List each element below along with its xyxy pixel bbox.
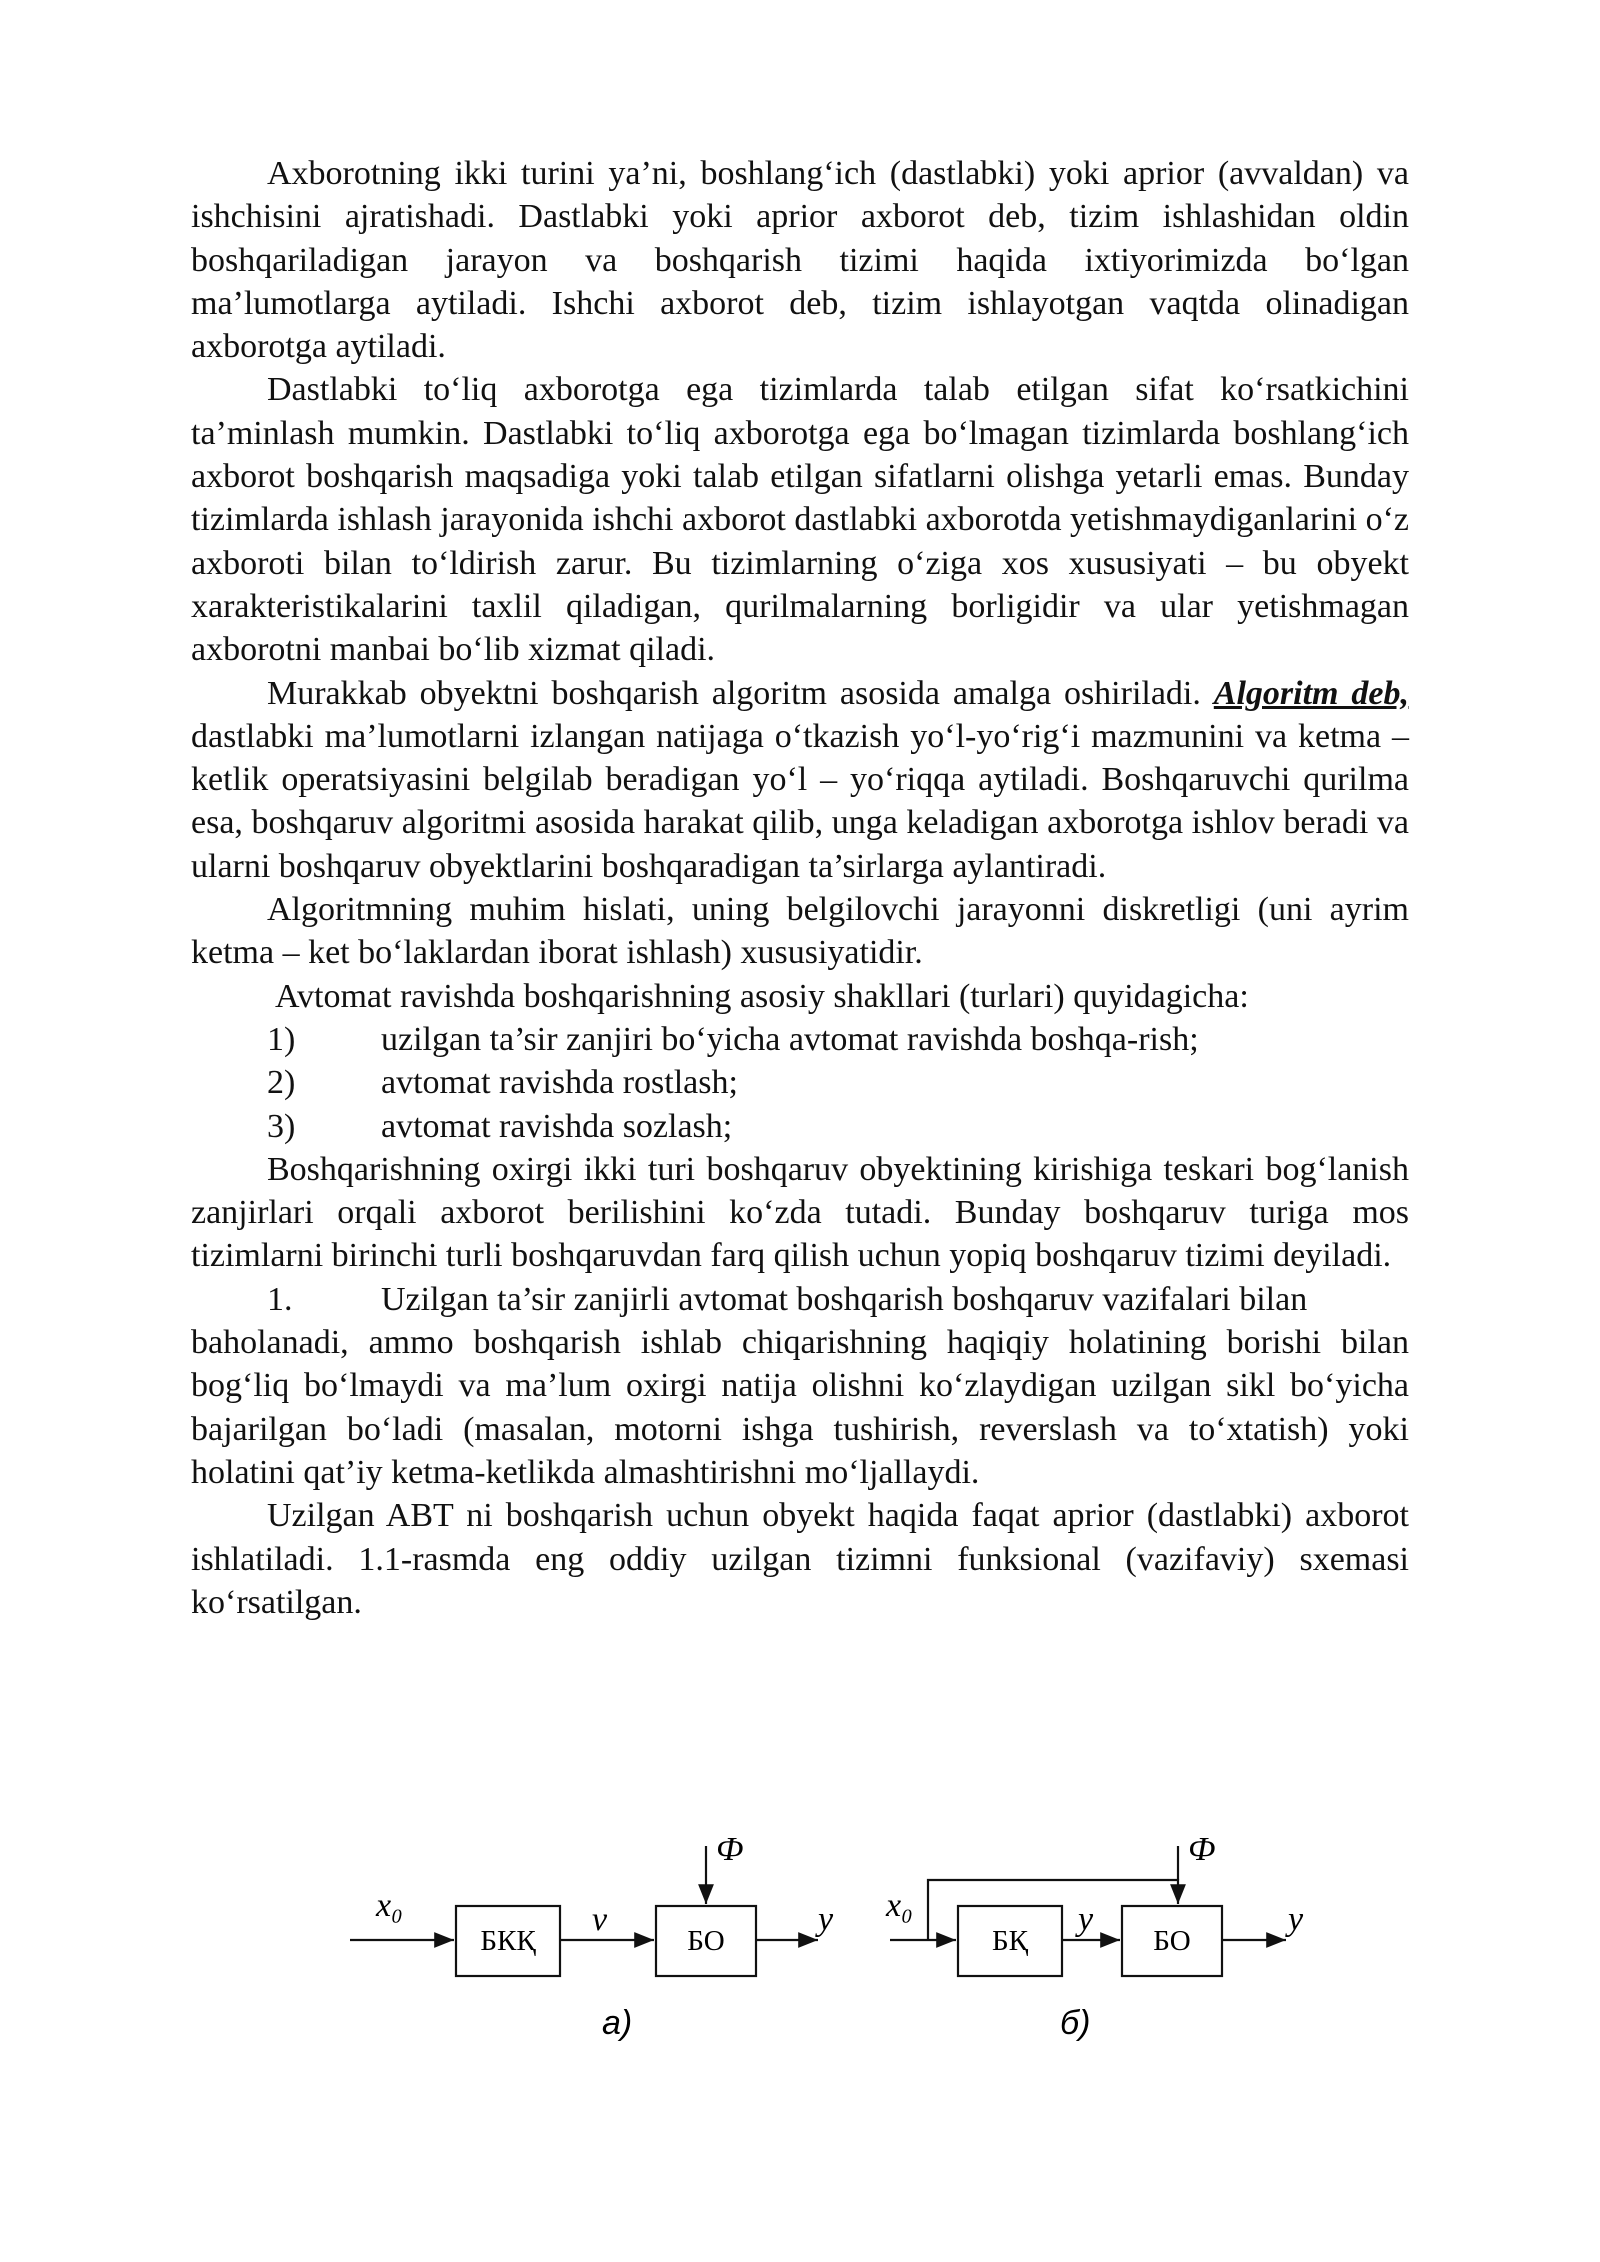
- paragraph-8: Uzilgan ABT ni boshqarish uchun obyekt haqida faqat aprior (dastlabki) axborot ishlatiladi. 1.1-rasmda eng oddiy uzilgan tizimni funksional (vazifaviy) sxemasi ko‘rsatilgan.: [191, 1497, 1409, 1621]
- list-number: 1): [267, 1020, 296, 1058]
- scheme-diagram: [340, 1832, 1340, 2052]
- mid-label-a: v: [592, 1901, 608, 1938]
- paragraph-4: Algoritmning muhim hislati, uning belgilovchi jarayonni diskretligi (uni ayrim ketma – ket bo‘laklardan iborat ishlash) xususiyatidir.: [191, 891, 1409, 972]
- feedforward-line-b: [928, 1880, 1178, 1940]
- paragraph-1: Axborotning ikki turini ya’ni, boshlang‘ich (dastlabki) yoki aprior (avvaldan) va ishchisini ajratishadi. Dastlabki yoki aprior axborot deb, tizim ishlashidan oldin boshqariladigan jarayon va boshqarish tizimi haqida ixtiyorimizda bo‘lgan ma’lumotlarga aytiladi. Ishchi axborot deb, tizim ishlayotgan vaqtda olinadigan axborotga aytiladi.: [191, 155, 1409, 366]
- block-bkk-label: БКҚ: [480, 1925, 536, 1957]
- input-label-a: x₀: [376, 1887, 403, 1924]
- algorithm-term: Algoritm deb,: [1213, 674, 1409, 712]
- document-body: [191, 152, 1409, 1624]
- functional-scheme-figure: [340, 1832, 1340, 2052]
- numbered-paragraph-lead: Uzilgan ta’sir zanjirli avtomat boshqarish boshqaruv vazifalari bilan: [381, 1280, 1308, 1318]
- block-bk-label: БҚ: [992, 1925, 1028, 1957]
- paragraph-2: Dastlabki to‘liq axborotga ega tizimlarda talab etilgan sifat ko‘rsatkichini ta’minlash mumkin. Dastlabki to‘liq axborotga ega bo‘lmagan tizimlarda boshlang‘ich axborot boshqarish maqsadiga yoki talab etilgan sifatlarni olishga yetarli emas. Bunday tizimlarda ishlash jarayonida ishchi axborot dastlabki axborotda yetishmaydiganlarini o‘z axboroti bilan to‘ldirish zarur. Bu tizimlarning o‘ziga xos xususiyati – bu obyekt xarakteristikalarini taxlil qiladigan, qurilmalarning borligidir va ular yetishmagan axborotni manbai bo‘lib xizmat qiladi.: [191, 371, 1409, 669]
- mid-label-b: y: [1078, 1901, 1094, 1938]
- disturbance-label-a: Ф: [716, 1832, 744, 1868]
- input-label-b: x₀: [886, 1887, 913, 1924]
- list-number: 2): [267, 1064, 296, 1102]
- output-label-a: y: [818, 1901, 834, 1938]
- list-text: avtomat ravishda sozlash;: [381, 1107, 733, 1145]
- paragraph-6: Boshqarishning oxirgi ikki turi boshqaruv obyektining kirishiga teskari bog‘lanish zanjirlari orqali axborot berilishini ko‘zda tutadi. Bunday boshqaruv turiga mos tizimlarni birinchi turli boshqaruvdan farq qilish uchun yopiq boshqaruv tizimi deyiladi.: [191, 1150, 1409, 1275]
- caption-a: а): [602, 2004, 633, 2042]
- block-bo-b-label: БО: [1153, 1925, 1191, 1957]
- numbered-paragraph-body: baholanadi, ammo boshqarish ishlab chiqarishning haqiqiy holatining borishi bilan bog‘liq bo‘lmaydi va ma’lum oxirgi natija olishni ko‘zlaydigan uzilgan sikl bo‘yicha bajarilgan bo‘ladi (masalan, motorni ishga tushirish, reverslash va to‘xtatish) yoki holatini qat’iy ketma-ketlikda almashtirishni mo‘ljallaydi.: [191, 1324, 1409, 1491]
- paragraph-3-intro: Murakkab obyektni boshqarish algoritm asosida amalga oshiriladi.: [267, 674, 1201, 712]
- list-item: [191, 1018, 1409, 1061]
- output-label-b: y: [1288, 1901, 1304, 1938]
- paragraph-number: 1.: [267, 1280, 293, 1318]
- caption-b: б): [1060, 2004, 1091, 2042]
- list-text: uzilgan ta’sir zanjiri bo‘yicha avtomat ravishda boshqa-rish;: [381, 1020, 1199, 1058]
- numbered-paragraph-first-line: [191, 1278, 1409, 1321]
- paragraph-5: Avtomat ravishda boshqarishning asosiy shakllari (turlari) quyidagicha:: [275, 977, 1249, 1015]
- list-item: [191, 1061, 1409, 1104]
- list-text: avtomat ravishda rostlash;: [381, 1064, 738, 1102]
- list-number: 3): [267, 1107, 296, 1145]
- paragraph-3-definition: dastlabki ma’lumotlarni izlangan natijaga o‘tkazish yo‘l-yo‘rig‘i mazmunini va ketma – ketlik operatsiyasini belgilab beradigan yo‘l – yo‘riqqa aytiladi. Boshqaruvchi qurilma esa, boshqaruv algoritmi asosida harakat qilib, unga keladigan axborotga ishlov beradi va ularni boshqaruv obyektlarini boshqaradigan ta’sirlarga aylantiradi.: [191, 717, 1409, 885]
- disturbance-label-b: Ф: [1188, 1832, 1216, 1868]
- list-item: [191, 1105, 1409, 1148]
- paragraph-3: [191, 672, 1409, 888]
- block-bo-a-label: БО: [687, 1925, 725, 1957]
